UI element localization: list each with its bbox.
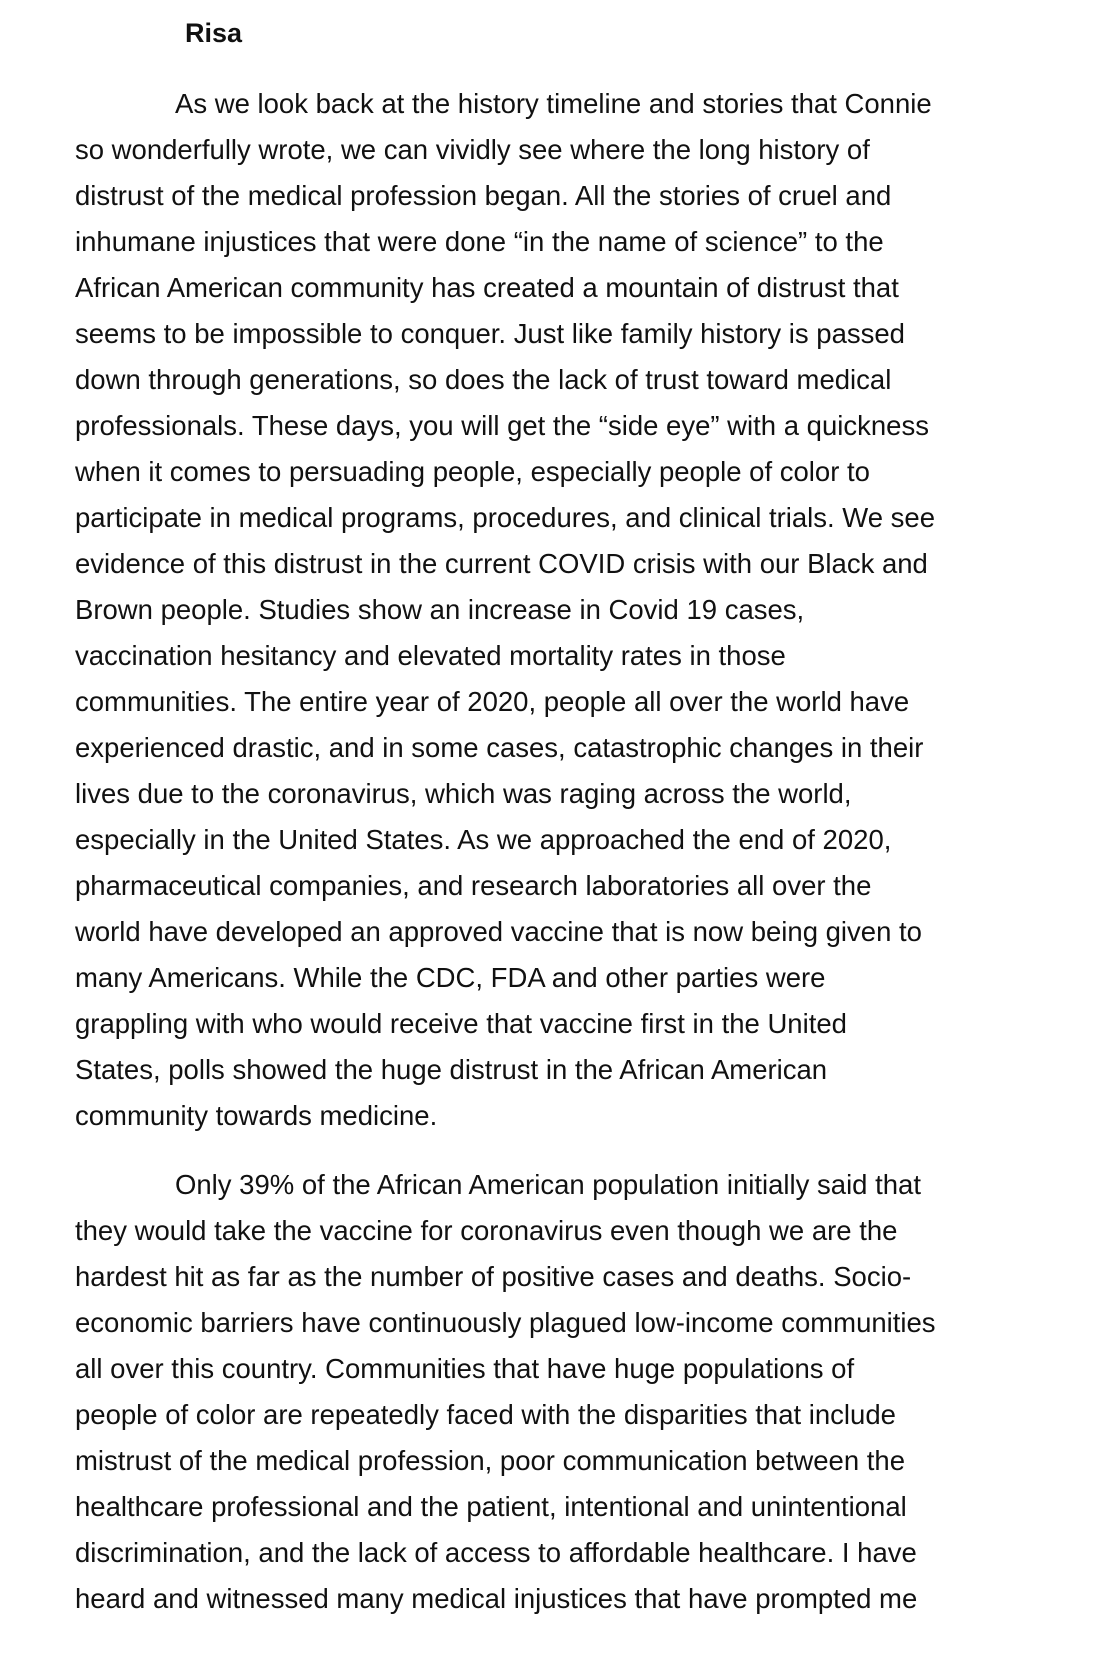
text-line: hardest hit as far as the number of positive cases and deaths. Socio- [75, 1261, 912, 1292]
text-line: community towards medicine. [75, 1100, 438, 1131]
text-line: Only 39% of the African American population initially said that [175, 1169, 921, 1200]
text-line: inhumane injustices that were done “in the name of science” to the [75, 226, 884, 257]
text-line: professionals. These days, you will get the “side eye” with a quickness [75, 410, 929, 441]
text-line: healthcare professional and the patient, intentional and unintentional [75, 1491, 907, 1522]
text-line: down through generations, so does the lack of trust toward medical [75, 364, 892, 395]
text-line: evidence of this distrust in the current COVID crisis with our Black and [75, 548, 928, 579]
text-line: vaccination hesitancy and elevated mortality rates in those [75, 640, 786, 671]
text-line: grappling with who would receive that vaccine first in the United [75, 1008, 847, 1039]
text-line: so wonderfully wrote, we can vividly see where the long history of [75, 134, 870, 165]
text-line: especially in the United States. As we approached the end of 2020, [75, 824, 892, 855]
text-line: when it comes to persuading people, especially people of color to [75, 456, 870, 487]
text-line: Brown people. Studies show an increase in Covid 19 cases, [75, 594, 805, 625]
text-line: they would take the vaccine for coronavirus even though we are the [75, 1215, 898, 1246]
text-line: people of color are repeatedly faced with the disparities that include [75, 1399, 896, 1430]
text-line: mistrust of the medical profession, poor communication between the [75, 1445, 905, 1476]
text-line: participate in medical programs, procedures, and clinical trials. We see [75, 502, 936, 533]
text-line: lives due to the coronavirus, which was raging across the world, [75, 778, 852, 809]
text-line: heard and witnessed many medical injustices that have prompted me [75, 1583, 918, 1614]
author-heading: Risa [185, 18, 243, 48]
text-line: experienced drastic, and in some cases, catastrophic changes in their [75, 732, 924, 763]
text-line: communities. The entire year of 2020, people all over the world have [75, 686, 910, 717]
text-line: economic barriers have continuously plagued low-income communities [75, 1307, 936, 1338]
text-line: pharmaceutical companies, and research laboratories all over the [75, 870, 872, 901]
paragraph-2 [75, 1162, 936, 1622]
text-line: As we look back at the history timeline and stories that Connie [175, 88, 932, 119]
text-line: all over this country. Communities that have huge populations of [75, 1353, 855, 1384]
text-line: discrimination, and the lack of access to affordable healthcare. I have [75, 1537, 917, 1568]
text-line: African American community has created a mountain of distrust that [75, 272, 899, 303]
text-line: States, polls showed the huge distrust in the African American [75, 1054, 828, 1085]
paragraph-1 [75, 81, 935, 1139]
text-line: distrust of the medical profession began. All the stories of cruel and [75, 180, 892, 211]
text-line: many Americans. While the CDC, FDA and other parties were [75, 962, 826, 993]
text-line: world have developed an approved vaccine that is now being given to [75, 916, 922, 947]
text-line: seems to be impossible to conquer. Just like family history is passed [75, 318, 905, 349]
